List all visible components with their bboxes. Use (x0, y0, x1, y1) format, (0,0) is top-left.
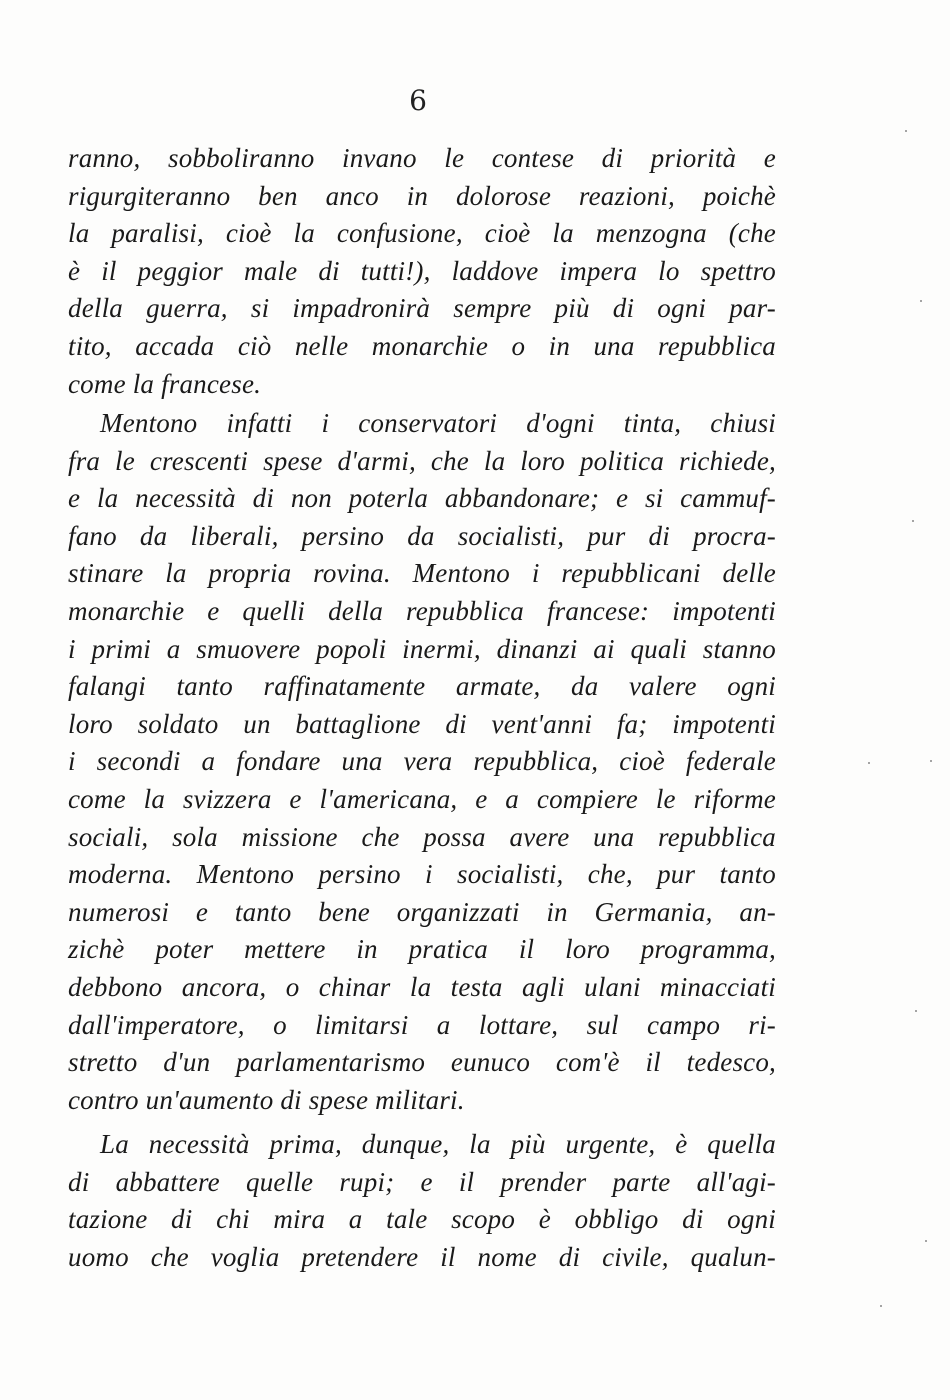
paragraph-3 (68, 1126, 776, 1276)
text-line: fano da liberali, persino da socialisti, pur di procra- (68, 520, 776, 551)
text-line: monarchie e quelli della repubblica francese: impotenti (68, 595, 776, 626)
text-line: zichè poter mettere in pratica il loro programma, (68, 934, 776, 965)
scan-speck (915, 1010, 917, 1012)
text-line: la paralisi, cioè la confusione, cioè la menzogna (che (68, 218, 776, 249)
text-line: è il peggior male di tutti!), laddove impera lo spettro (68, 255, 776, 286)
text-line: come la francese. (68, 368, 262, 399)
text-line: debbono ancora, o chinar la testa agli ulani minacciati (68, 971, 776, 1002)
text-line: i secondi a fondare una vera repubblica, cioè federale (68, 746, 776, 777)
text-line: come la svizzera e l'americana, e a compiere le riforme (68, 783, 776, 814)
scan-speck (930, 760, 932, 762)
text-line: uomo che voglia pretendere il nome di civile, qualun- (68, 1241, 776, 1272)
scan-speck (905, 130, 907, 132)
text-line: numerosi e tanto bene organizzati in Germania, an- (68, 896, 776, 927)
text-line: falangi tanto raffinatamente armate, da valere ogni (68, 671, 776, 702)
text-line: moderna. Mentono persino i socialisti, che, pur tanto (68, 859, 776, 890)
text-line: sociali, sola missione che possa avere una repubblica (68, 821, 776, 852)
text-line: contro un'aumento di spese militari. (68, 1084, 465, 1115)
scan-speck (925, 1240, 927, 1242)
text-line: ranno, sobboliranno invano le contese di priorità e (68, 143, 776, 173)
text-line: i primi a smuovere popoli inermi, dinanzi ai quali stanno (68, 633, 776, 664)
text-line: della guerra, si impadronirà sempre più di ogni par- (68, 293, 776, 324)
paragraph-2 (68, 405, 776, 1119)
text-line: tazione di chi mira a tale scopo è obbligo di ogni (68, 1204, 776, 1235)
text-line: stretto d'un parlamentarismo eunuco com'è il tedesco, (68, 1047, 776, 1078)
text-line: Mentono infatti i conservatori d'ogni tinta, chiusi (100, 408, 776, 438)
scan-speck (868, 762, 870, 764)
text-line: La necessità prima, dunque, la più urgente, è quella (100, 1129, 776, 1159)
scan-speck (880, 1305, 882, 1307)
paragraph-1 (68, 140, 776, 403)
text-line: rigurgiteranno ben anco in dolorose reazioni, poichè (68, 180, 776, 211)
text-line: di abbattere quelle rupi; e il prender parte all'agi- (68, 1166, 776, 1197)
scan-speck (912, 520, 914, 522)
scan-speck (920, 300, 922, 302)
text-line: tito, accada ciò nelle monarchie o in una repubblica (68, 330, 776, 361)
text-line: stinare la propria rovina. Mentono i repubblicani delle (68, 558, 776, 589)
text-line: e la necessità di non poterla abbandonare; e si cammuf- (68, 483, 776, 514)
text-line: loro soldato un battaglione di vent'anni fa; impotenti (68, 708, 776, 739)
text-line: dall'imperatore, o limitarsi a lottare, sul campo ri- (68, 1009, 776, 1040)
page-number: 6 (409, 84, 427, 117)
text-line: fra le crescenti spese d'armi, che la loro politica richiede, (68, 445, 776, 476)
